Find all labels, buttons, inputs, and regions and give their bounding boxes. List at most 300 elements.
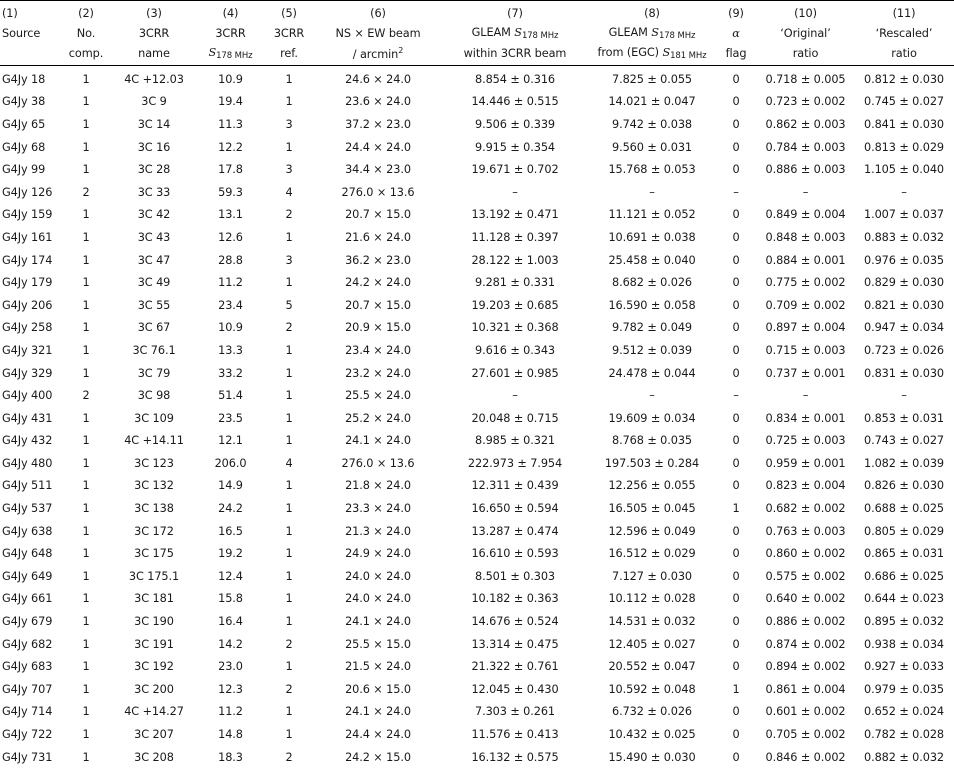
cell-gleam-flux-within-beam: – xyxy=(512,389,518,403)
cell-3crr-flux: 10.9 xyxy=(218,321,243,335)
cell-original-ratio: 0.897 ± 0.004 xyxy=(765,321,846,335)
cell-3crr-flux: 28.8 xyxy=(218,253,243,267)
cell-reference: 1 xyxy=(285,705,293,719)
cell-rescaled-ratio: 0.812 ± 0.030 xyxy=(863,72,945,86)
table-row xyxy=(0,226,954,249)
cell-alpha-flag: 0 xyxy=(732,208,740,222)
cell-components: 1 xyxy=(82,343,90,357)
table-row xyxy=(0,339,954,362)
cell-components: 1 xyxy=(82,366,90,380)
cell-source: G4Jy 400 xyxy=(2,389,53,403)
table-row xyxy=(0,701,954,724)
cell-beam-size: 20.7 × 15.0 xyxy=(345,298,411,312)
cell-reference: 1 xyxy=(285,615,293,629)
cell-gleam-flux-within-beam: 14.446 ± 0.515 xyxy=(471,95,559,109)
cell-reference: 1 xyxy=(285,660,293,674)
header-superscript: 2 xyxy=(398,46,404,55)
cell-gleam-flux-within-beam: 16.610 ± 0.593 xyxy=(471,547,559,561)
cell-components: 1 xyxy=(82,705,90,719)
cell-3crr-name: 3C 14 xyxy=(137,117,171,131)
cell-original-ratio: 0.861 ± 0.004 xyxy=(765,682,846,696)
cell-components: 1 xyxy=(82,140,90,154)
cell-reference: 2 xyxy=(285,637,293,651)
table-row xyxy=(0,136,954,159)
cell-original-ratio: 0.834 ± 0.001 xyxy=(765,411,846,425)
cell-gleam-flux-from-egc: 9.782 ± 0.049 xyxy=(611,321,693,335)
column-number: (10) xyxy=(757,1,854,24)
cell-reference: 1 xyxy=(285,728,293,742)
cell-source: G4Jy 159 xyxy=(2,208,53,222)
header-row-titles xyxy=(0,23,954,43)
cell-3crr-name: 3C 207 xyxy=(134,728,174,742)
cell-components: 1 xyxy=(82,547,90,561)
cell-components: 1 xyxy=(82,95,90,109)
cell-source: G4Jy 722 xyxy=(2,728,53,742)
cell-beam-size: 23.2 × 24.0 xyxy=(345,366,411,380)
cell-3crr-flux: 12.2 xyxy=(218,140,243,154)
cell-original-ratio: 0.682 ± 0.002 xyxy=(765,502,846,516)
cell-3crr-name: 3C 138 xyxy=(134,502,174,516)
cell-rescaled-ratio: – xyxy=(901,389,907,403)
cell-3crr-name: 4C +14.11 xyxy=(124,434,184,448)
cell-gleam-flux-within-beam: 13.287 ± 0.474 xyxy=(471,524,559,538)
cell-reference: 3 xyxy=(285,253,293,267)
header-beam-size: NS × EW beam xyxy=(335,26,421,40)
cell-components: 1 xyxy=(82,321,90,335)
cell-original-ratio: – xyxy=(802,389,809,403)
cell-alpha-flag: 0 xyxy=(732,524,740,538)
table-row xyxy=(0,655,954,678)
cell-3crr-flux: 59.3 xyxy=(218,185,243,199)
cell-components: 1 xyxy=(82,637,90,651)
header-gleam-flux-from-egc xyxy=(589,23,715,43)
cell-original-ratio: 0.874 ± 0.002 xyxy=(765,637,846,651)
cell-alpha-flag: 0 xyxy=(732,637,740,651)
cell-reference: 1 xyxy=(285,569,293,583)
cell-rescaled-ratio: 0.723 ± 0.026 xyxy=(863,343,945,357)
cell-gleam-flux-from-egc: 24.478 ± 0.044 xyxy=(608,366,696,380)
cell-gleam-flux-from-egc: 10.112 ± 0.028 xyxy=(608,592,696,606)
table-row xyxy=(0,384,954,407)
cell-gleam-flux-from-egc: 9.512 ± 0.039 xyxy=(611,343,693,357)
cell-alpha-flag: – xyxy=(733,185,739,199)
cell-gleam-flux-within-beam: 8.501 ± 0.303 xyxy=(474,569,556,583)
cell-components: 1 xyxy=(82,208,90,222)
column-number: (6) xyxy=(315,1,441,24)
cell-beam-size: 20.6 × 15.0 xyxy=(345,682,411,696)
cell-reference: 4 xyxy=(285,185,293,199)
cell-gleam-flux-from-egc: – xyxy=(649,389,655,403)
cell-3crr-name: 3C 42 xyxy=(137,208,171,222)
cell-3crr-flux: 18.3 xyxy=(218,750,243,764)
cell-3crr-flux: 14.8 xyxy=(218,728,243,742)
cell-rescaled-ratio: 0.947 ± 0.034 xyxy=(863,321,945,335)
cell-original-ratio: 0.784 ± 0.003 xyxy=(765,140,846,154)
cell-alpha-flag: 0 xyxy=(732,660,740,674)
cell-beam-size: 37.2 × 23.0 xyxy=(345,117,411,131)
cell-gleam-flux-within-beam: 27.601 ± 0.985 xyxy=(471,366,559,380)
cell-source: G4Jy 679 xyxy=(2,615,53,629)
cell-3crr-name: 3C 47 xyxy=(137,253,171,267)
table-header xyxy=(0,1,954,66)
cell-source: G4Jy 432 xyxy=(2,434,53,448)
cell-3crr-name: 3C 98 xyxy=(137,389,171,403)
header-within-beam-sub: within 3CRR beam xyxy=(441,43,589,66)
cell-beam-size: 20.7 × 15.0 xyxy=(345,208,411,222)
cell-gleam-flux-from-egc: 16.512 ± 0.029 xyxy=(608,547,696,561)
cell-alpha-flag: 0 xyxy=(732,547,740,561)
header-text: from (EGC) xyxy=(597,46,663,59)
cell-3crr-flux: 11.2 xyxy=(218,705,243,719)
cell-3crr-name: 3C 123 xyxy=(134,456,174,470)
cell-beam-size: 36.2 × 23.0 xyxy=(345,253,411,267)
cell-gleam-flux-from-egc: 8.682 ± 0.026 xyxy=(611,276,693,290)
table-row xyxy=(0,520,954,543)
cell-beam-size: 24.4 × 24.0 xyxy=(345,728,411,742)
cell-gleam-flux-from-egc: 10.592 ± 0.048 xyxy=(608,682,696,696)
cell-gleam-flux-within-beam: 9.506 ± 0.339 xyxy=(474,117,556,131)
cell-original-ratio: 0.884 ± 0.001 xyxy=(765,253,846,267)
cell-gleam-flux-within-beam: 13.314 ± 0.475 xyxy=(471,637,559,651)
header-row-subtitles xyxy=(0,43,954,66)
header-symbol: S xyxy=(651,25,659,39)
cell-source: G4Jy 638 xyxy=(2,524,53,538)
cell-beam-size: 24.1 × 24.0 xyxy=(345,434,411,448)
cell-components: 1 xyxy=(82,298,90,312)
cell-3crr-name: 3C 55 xyxy=(137,298,171,312)
cell-beam-size: 25.5 × 15.0 xyxy=(345,637,411,651)
cell-3crr-name: 3C 208 xyxy=(134,750,174,764)
cell-alpha-flag: 0 xyxy=(732,569,740,583)
cell-beam-size: 34.4 × 23.0 xyxy=(345,163,411,177)
cell-components: 1 xyxy=(82,660,90,674)
cell-3crr-name: 3C 76.1 xyxy=(132,343,176,357)
cell-reference: 1 xyxy=(285,411,293,425)
cell-beam-size: 24.2 × 24.0 xyxy=(345,276,411,290)
cell-original-ratio: 0.723 ± 0.002 xyxy=(765,95,846,109)
header-gleam-flux-within-beam xyxy=(441,23,589,43)
cell-rescaled-ratio: 0.782 ± 0.028 xyxy=(863,728,945,742)
cell-source: G4Jy 18 xyxy=(2,72,46,86)
cell-components: 1 xyxy=(82,728,90,742)
cell-reference: 3 xyxy=(285,163,293,177)
cell-3crr-name: 3C 79 xyxy=(137,366,171,380)
header-3crr-reference: 3CRR xyxy=(273,26,305,40)
cell-original-ratio: 0.737 ± 0.001 xyxy=(765,366,846,380)
cell-3crr-name: 4C +12.03 xyxy=(124,72,184,86)
header-original-ratio: ‘Original’ xyxy=(780,26,831,40)
cell-original-ratio: 0.715 ± 0.003 xyxy=(765,343,846,357)
cell-3crr-flux: 51.4 xyxy=(218,389,243,403)
cell-rescaled-ratio: 0.688 ± 0.025 xyxy=(863,502,945,516)
cell-original-ratio: 0.705 ± 0.002 xyxy=(765,728,846,742)
cell-gleam-flux-from-egc: 8.768 ± 0.035 xyxy=(611,434,693,448)
cell-original-ratio: 0.860 ± 0.002 xyxy=(765,547,846,561)
cell-original-ratio: 0.846 ± 0.002 xyxy=(765,750,846,764)
cell-gleam-flux-within-beam: 9.616 ± 0.343 xyxy=(474,343,556,357)
cell-beam-size: 25.5 × 24.0 xyxy=(345,389,411,403)
column-number: (8) xyxy=(589,1,715,24)
cell-reference: 1 xyxy=(285,72,293,86)
cell-gleam-flux-from-egc: 9.742 ± 0.038 xyxy=(611,117,693,131)
cell-source: G4Jy 649 xyxy=(2,569,53,583)
cell-reference: 1 xyxy=(285,230,293,244)
table-row xyxy=(0,610,954,633)
table-row xyxy=(0,362,954,385)
cell-3crr-name: 3C 33 xyxy=(137,185,171,199)
column-number: (9) xyxy=(715,1,757,24)
cell-gleam-flux-within-beam: 10.182 ± 0.363 xyxy=(471,592,559,606)
header-source: Source xyxy=(2,26,41,40)
cell-rescaled-ratio: 0.813 ± 0.029 xyxy=(863,140,945,154)
cell-components: 1 xyxy=(82,72,90,86)
cell-gleam-flux-within-beam: 9.281 ± 0.331 xyxy=(474,276,556,290)
cell-rescaled-ratio: 0.979 ± 0.035 xyxy=(863,682,945,696)
cell-reference: 1 xyxy=(285,276,293,290)
table-row xyxy=(0,723,954,746)
cell-alpha-flag: 0 xyxy=(732,140,740,154)
cell-gleam-flux-within-beam: 222.973 ± 7.954 xyxy=(467,456,563,470)
cell-components: 1 xyxy=(82,117,90,131)
cell-rescaled-ratio: 0.895 ± 0.032 xyxy=(863,615,945,629)
cell-original-ratio: 0.575 ± 0.002 xyxy=(765,569,846,583)
header-symbol: S xyxy=(514,25,522,39)
cell-components: 2 xyxy=(82,389,90,403)
cell-gleam-flux-within-beam: 19.203 ± 0.685 xyxy=(471,298,559,312)
cell-rescaled-ratio: 0.927 ± 0.033 xyxy=(863,660,945,674)
table-row xyxy=(0,497,954,520)
cell-3crr-name: 3C 49 xyxy=(137,276,171,290)
cell-components: 1 xyxy=(82,434,90,448)
cell-beam-size: 276.0 × 13.6 xyxy=(341,456,415,470)
cell-reference: 3 xyxy=(285,117,293,131)
cell-reference: 1 xyxy=(285,592,293,606)
cell-gleam-flux-from-egc: – xyxy=(649,185,655,199)
header-subscript: 178 MHz xyxy=(658,30,696,41)
cell-gleam-flux-from-egc: 11.121 ± 0.052 xyxy=(608,208,696,222)
cell-source: G4Jy 431 xyxy=(2,411,53,425)
cell-3crr-name: 3C 9 xyxy=(141,95,167,109)
cell-source: G4Jy 321 xyxy=(2,343,53,357)
cell-reference: 1 xyxy=(285,343,293,357)
cell-3crr-flux: 12.6 xyxy=(218,230,243,244)
cell-3crr-name: 3C 175 xyxy=(134,547,174,561)
cell-3crr-flux: 14.9 xyxy=(218,479,243,493)
table-row xyxy=(0,249,954,272)
cell-source: G4Jy 329 xyxy=(2,366,53,380)
cell-rescaled-ratio: – xyxy=(901,185,907,199)
header-original-ratio-sub: ratio xyxy=(757,43,854,66)
header-3crr-flux: 3CRR xyxy=(215,26,246,40)
cell-beam-size: 21.5 × 24.0 xyxy=(345,660,411,674)
cell-rescaled-ratio: 0.853 ± 0.031 xyxy=(863,411,945,425)
cell-source: G4Jy 174 xyxy=(2,253,53,267)
cell-gleam-flux-from-egc: 20.552 ± 0.047 xyxy=(608,660,696,674)
cell-gleam-flux-within-beam: 13.192 ± 0.471 xyxy=(471,208,559,222)
table-row xyxy=(0,678,954,701)
header-text: GLEAM xyxy=(471,25,515,39)
cell-gleam-flux-within-beam: 11.576 ± 0.413 xyxy=(471,728,559,742)
cell-3crr-flux: 23.0 xyxy=(218,660,243,674)
cell-beam-size: 24.0 × 24.0 xyxy=(345,592,411,606)
cell-alpha-flag: 0 xyxy=(732,456,740,470)
cell-beam-size: 24.4 × 24.0 xyxy=(345,140,411,154)
cell-reference: 1 xyxy=(285,366,293,380)
table-row xyxy=(0,158,954,181)
cell-original-ratio: 0.959 ± 0.001 xyxy=(765,456,846,470)
cell-beam-size: 276.0 × 13.6 xyxy=(341,185,415,199)
column-number: (11) xyxy=(854,1,954,24)
cell-reference: 1 xyxy=(285,524,293,538)
table-row xyxy=(0,66,954,91)
cell-gleam-flux-from-egc: 7.127 ± 0.030 xyxy=(611,569,693,583)
cell-beam-size: 24.1 × 24.0 xyxy=(345,705,411,719)
cell-beam-size: 20.9 × 15.0 xyxy=(345,321,411,335)
cell-gleam-flux-within-beam: 16.650 ± 0.594 xyxy=(471,502,559,516)
cell-source: G4Jy 683 xyxy=(2,660,53,674)
header-text: GLEAM xyxy=(608,25,652,39)
cell-3crr-flux: 14.2 xyxy=(218,637,243,651)
cell-original-ratio: 0.763 ± 0.003 xyxy=(765,524,846,538)
cell-3crr-flux: 12.4 xyxy=(218,569,243,583)
cell-rescaled-ratio: 0.829 ± 0.030 xyxy=(863,276,945,290)
cell-3crr-name: 3C 67 xyxy=(137,321,171,335)
cell-alpha-flag: 0 xyxy=(732,117,740,131)
cell-beam-size: 24.0 × 24.0 xyxy=(345,569,411,583)
cell-alpha-flag: 0 xyxy=(732,728,740,742)
cell-rescaled-ratio: 0.883 ± 0.032 xyxy=(863,230,945,244)
cell-alpha-flag: 0 xyxy=(732,592,740,606)
cell-source: G4Jy 38 xyxy=(2,95,46,109)
cell-gleam-flux-within-beam: 28.122 ± 1.003 xyxy=(471,253,559,267)
table-row xyxy=(0,181,954,204)
cell-source: G4Jy 480 xyxy=(2,456,53,470)
cell-3crr-flux: 11.2 xyxy=(218,276,243,290)
cell-reference: 1 xyxy=(285,547,293,561)
cell-components: 2 xyxy=(82,185,90,199)
cell-reference: 1 xyxy=(285,95,293,109)
cell-reference: 1 xyxy=(285,140,293,154)
cell-3crr-flux: 13.1 xyxy=(218,208,243,222)
cell-alpha-flag: 0 xyxy=(732,479,740,493)
cell-source: G4Jy 511 xyxy=(2,479,53,493)
cell-gleam-flux-from-egc: 14.531 ± 0.032 xyxy=(608,615,696,629)
cell-beam-size: 23.4 × 24.0 xyxy=(345,343,411,357)
cell-alpha-flag: 1 xyxy=(732,502,740,516)
cell-source: G4Jy 68 xyxy=(2,140,46,154)
cell-alpha-flag: 0 xyxy=(732,321,740,335)
cell-original-ratio: 0.601 ± 0.002 xyxy=(765,705,846,719)
cell-source: G4Jy 648 xyxy=(2,547,53,561)
cell-components: 1 xyxy=(82,592,90,606)
header-symbol: S xyxy=(208,46,217,59)
cell-rescaled-ratio: 1.007 ± 0.037 xyxy=(863,208,945,222)
cell-rescaled-ratio: 0.976 ± 0.035 xyxy=(863,253,945,267)
cell-alpha-flag: 0 xyxy=(732,163,740,177)
header-flux-sub xyxy=(198,43,263,66)
cell-3crr-name: 3C 175.1 xyxy=(128,569,180,583)
cell-reference: 2 xyxy=(285,208,293,222)
cell-original-ratio: 0.848 ± 0.003 xyxy=(765,230,846,244)
cell-3crr-flux: 23.4 xyxy=(218,298,243,312)
header-reference-sub: ref. xyxy=(263,43,315,66)
cell-rescaled-ratio: 0.686 ± 0.025 xyxy=(863,569,945,583)
cell-original-ratio: 0.775 ± 0.002 xyxy=(765,276,846,290)
header-empty-cell xyxy=(0,43,62,66)
table-row xyxy=(0,271,954,294)
table-row xyxy=(0,294,954,317)
cell-gleam-flux-from-egc: 14.021 ± 0.047 xyxy=(608,95,696,109)
header-rescaled-ratio: ‘Rescaled’ xyxy=(875,26,933,40)
cell-alpha-flag: 0 xyxy=(732,343,740,357)
cell-alpha-flag: 0 xyxy=(732,230,740,244)
cell-gleam-flux-from-egc: 12.596 ± 0.049 xyxy=(608,524,696,538)
header-components-sub: comp. xyxy=(62,43,110,66)
cell-gleam-flux-within-beam: 21.322 ± 0.761 xyxy=(471,660,559,674)
cell-3crr-name: 3C 192 xyxy=(134,660,174,674)
cell-3crr-name: 4C +14.27 xyxy=(124,705,184,719)
header-name-sub: name xyxy=(110,43,198,66)
cell-gleam-flux-from-egc: 16.505 ± 0.045 xyxy=(608,502,696,516)
cell-original-ratio: 0.849 ± 0.004 xyxy=(765,208,846,222)
table-row xyxy=(0,475,954,498)
cell-rescaled-ratio: 0.826 ± 0.030 xyxy=(863,479,945,493)
cell-source: G4Jy 65 xyxy=(2,117,46,131)
cell-components: 1 xyxy=(82,276,90,290)
cell-alpha-flag: 0 xyxy=(732,95,740,109)
cell-3crr-flux: 23.5 xyxy=(218,411,243,425)
table-row xyxy=(0,452,954,475)
cell-gleam-flux-within-beam: – xyxy=(512,185,518,199)
cell-alpha-flag: 0 xyxy=(732,72,740,86)
cell-beam-size: 23.6 × 24.0 xyxy=(345,95,411,109)
table-row xyxy=(0,565,954,588)
cell-gleam-flux-from-egc: 10.432 ± 0.025 xyxy=(608,728,696,742)
cell-components: 1 xyxy=(82,569,90,583)
cell-beam-size: 23.3 × 24.0 xyxy=(345,502,411,516)
column-number: (3) xyxy=(110,1,198,24)
cell-3crr-flux: 19.2 xyxy=(218,547,243,561)
cell-reference: 1 xyxy=(285,389,293,403)
cell-original-ratio: 0.823 ± 0.004 xyxy=(765,479,846,493)
cell-3crr-name: 3C 190 xyxy=(134,615,174,629)
cell-original-ratio: 0.725 ± 0.003 xyxy=(765,434,846,448)
cell-original-ratio: 0.886 ± 0.002 xyxy=(765,615,846,629)
cell-rescaled-ratio: 1.082 ± 0.039 xyxy=(863,456,945,470)
cell-3crr-name: 3C 172 xyxy=(134,524,174,538)
cell-source: G4Jy 682 xyxy=(2,637,53,651)
cell-beam-size: 24.1 × 24.0 xyxy=(345,615,411,629)
cell-reference: 1 xyxy=(285,434,293,448)
table-row xyxy=(0,91,954,114)
cell-reference: 2 xyxy=(285,321,293,335)
column-number: (1) xyxy=(0,1,62,24)
cell-3crr-name: 3C 181 xyxy=(134,592,174,606)
cell-gleam-flux-from-egc: 6.732 ± 0.026 xyxy=(611,705,693,719)
table-row xyxy=(0,746,954,769)
cell-rescaled-ratio: 0.652 ± 0.024 xyxy=(863,705,945,719)
cell-3crr-name: 3C 132 xyxy=(134,479,174,493)
cell-gleam-flux-from-egc: 10.691 ± 0.038 xyxy=(608,230,696,244)
cell-gleam-flux-within-beam: 14.676 ± 0.524 xyxy=(471,615,559,629)
header-subscript: 178 MHz xyxy=(216,51,253,61)
cell-gleam-flux-from-egc: 15.490 ± 0.030 xyxy=(608,750,696,764)
cell-3crr-flux: 11.3 xyxy=(218,117,243,131)
cell-alpha-flag: 1 xyxy=(732,682,740,696)
table-row xyxy=(0,430,954,453)
cell-3crr-name: 3C 191 xyxy=(134,637,174,651)
cell-beam-size: 24.6 × 24.0 xyxy=(345,72,411,86)
